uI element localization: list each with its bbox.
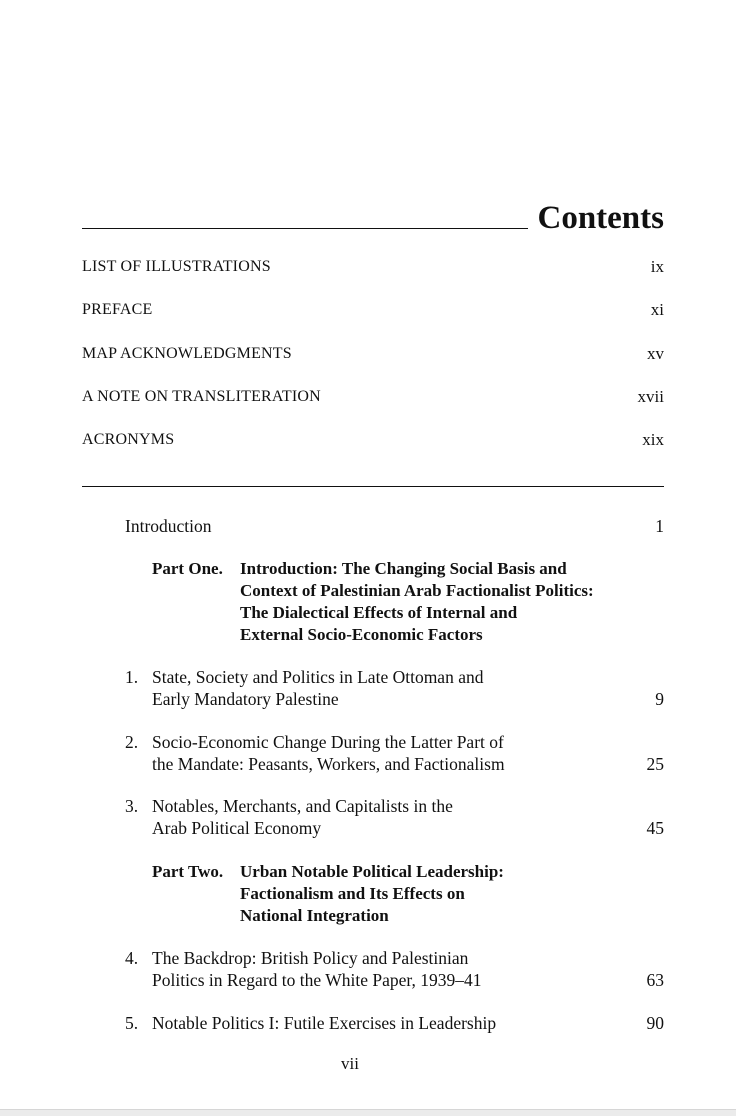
toc-chapter-1	[125, 666, 664, 710]
section-divider	[82, 486, 664, 487]
chapter-number: 3.	[125, 796, 139, 816]
part-title-line: Introduction: The Changing Social Basis and	[240, 559, 567, 578]
part-prefix: Part Two.	[152, 862, 224, 881]
toc-entry-map-acknowledgments	[82, 342, 664, 366]
toc-entry-acronyms	[82, 428, 664, 452]
chapter-title-line: the Mandate: Peasants, Workers, and Factionalism	[152, 754, 505, 774]
chapter-page: 45	[646, 818, 664, 838]
part-title-line: National Integration	[240, 906, 389, 925]
toc-chapter-5	[125, 1012, 664, 1034]
chapter-page: 25	[646, 754, 664, 774]
toc-entry-label: MAP ACKNOWLEDGMENTS	[82, 345, 292, 362]
chapter-title	[152, 731, 505, 775]
chapter-title-line: The Backdrop: British Policy and Palestinian	[152, 948, 469, 968]
chapter-number: 4.	[125, 948, 139, 968]
chapter-title	[152, 1012, 496, 1034]
chapter-title-line: Politics in Regard to the White Paper, 1939–41	[152, 970, 482, 990]
toc-entry-page: xvii	[637, 387, 664, 406]
part-title-line: Context of Palestinian Arab Factionalist Politics:	[240, 581, 594, 600]
toc-entry-page: xix	[642, 430, 664, 449]
toc-entry-page: xv	[647, 344, 664, 363]
part-title	[240, 558, 660, 646]
toc-entry-list-of-illustrations	[82, 255, 664, 279]
toc-entry-page: ix	[650, 257, 664, 276]
part-prefix: Part One.	[152, 559, 223, 578]
chapter-title-line: Notable Politics I: Futile Exercises in Leadership	[152, 1013, 497, 1033]
chapter-title-line: State, Society and Politics in Late Ottoman and	[152, 667, 484, 687]
chapter-number: 1.	[125, 667, 139, 687]
page-number: vii	[341, 1054, 359, 1073]
chapter-title	[152, 947, 481, 991]
toc-entry-label: LIST OF ILLUSTRATIONS	[82, 258, 271, 275]
toc-entry-preface	[82, 298, 664, 322]
chapter-title-line: Early Mandatory Palestine	[152, 689, 339, 709]
toc-entry-page: 1	[655, 516, 664, 536]
page-title: Contents	[537, 200, 664, 236]
part-title-line: Urban Notable Political Leadership:	[240, 862, 504, 881]
viewer-bottom-edge	[0, 1109, 736, 1116]
chapter-title	[152, 666, 483, 710]
toc-chapter-2	[125, 731, 664, 775]
toc-entry-introduction	[125, 514, 664, 538]
chapter-title-line: Notables, Merchants, and Capitalists in the	[152, 796, 453, 816]
part-title-line: Factionalism and Its Effects on	[240, 884, 465, 903]
header-rule	[82, 228, 528, 229]
chapter-title-line: Arab Political Economy	[152, 818, 322, 838]
chapter-number: 5.	[125, 1013, 139, 1033]
part-title	[240, 861, 660, 927]
chapter-page: 9	[655, 689, 664, 709]
toc-chapter-3	[125, 795, 664, 839]
chapter-page: 63	[646, 970, 664, 990]
chapter-page: 90	[646, 1013, 664, 1033]
toc-entry-page: xi	[650, 300, 664, 319]
chapter-title	[152, 795, 453, 839]
toc-entry-label: A NOTE ON TRANSLITERATION	[82, 388, 321, 405]
chapter-number: 2.	[125, 732, 139, 752]
toc-entry-label: ACRONYMS	[82, 431, 175, 448]
toc-chapter-4	[125, 947, 664, 991]
chapter-title-line: Socio-Economic Change During the Latter Part of	[152, 732, 504, 752]
part-title-line: External Socio-Economic Factors	[240, 625, 483, 644]
toc-entry-note-on-transliteration	[82, 385, 664, 409]
part-title-line: The Dialectical Effects of Internal and	[240, 603, 518, 622]
toc-entry-label: Introduction	[125, 516, 212, 536]
toc-entry-label: PREFACE	[82, 301, 153, 318]
